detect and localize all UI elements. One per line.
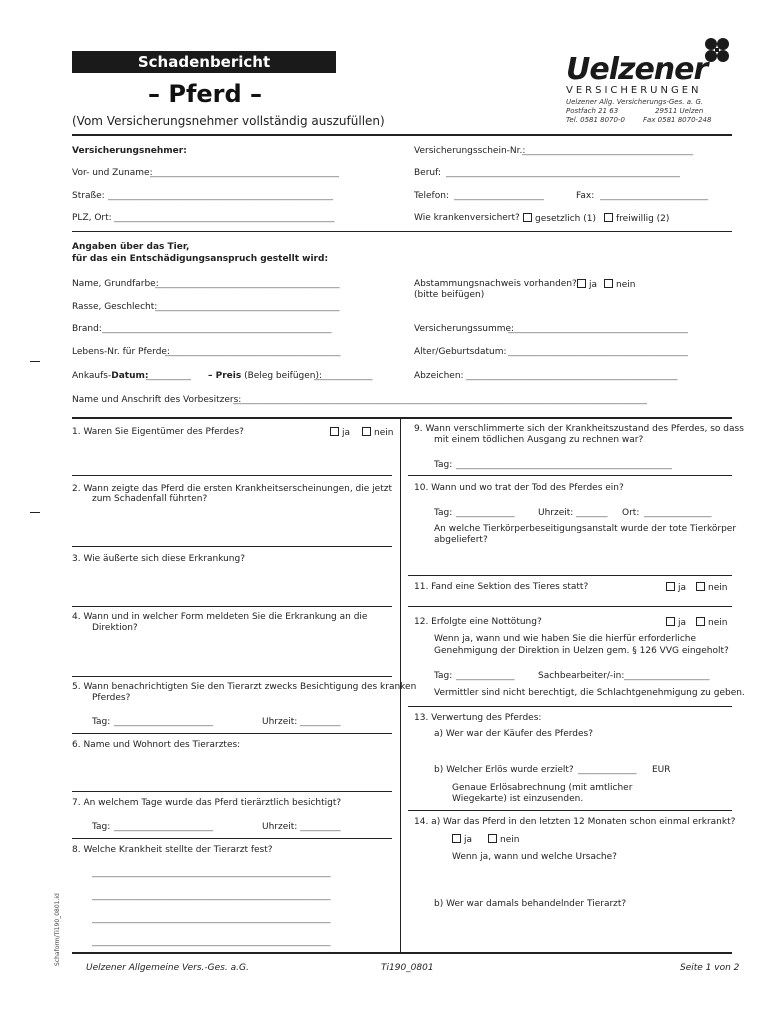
divider [72, 475, 392, 476]
footer-code: Ti190_0801 [381, 963, 434, 973]
q14-a: 14. a) War das Pferd in den letzten 12 Monaten schon einmal erkrankt? [414, 817, 736, 827]
q5-tag-field[interactable]: ______________________ [114, 717, 213, 727]
brand-label: Brand: [72, 324, 102, 334]
q5-line2: Pferdes? [92, 693, 131, 703]
footer-page: Seite 1 von 2 [680, 963, 740, 973]
footer-company: Uelzener Allgemeine Vers.-Ges. a.G. [86, 963, 249, 973]
telefon-field[interactable]: ____________________ [454, 191, 544, 201]
divider [72, 838, 392, 839]
q12-ja[interactable]: ja [666, 617, 686, 628]
divider [72, 417, 732, 419]
q12: 12. Erfolgte eine Nottötung? [414, 617, 542, 627]
q10-ort-field[interactable]: _______________ [644, 508, 712, 518]
checkbox[interactable] [604, 279, 613, 288]
q10: 10. Wann und wo trat der Tod des Pferdes ein? [414, 483, 624, 493]
q11-nein[interactable]: nein [696, 582, 727, 593]
checkbox[interactable] [666, 582, 675, 591]
q7-tag-label: Tag: [92, 822, 111, 832]
q8-line-4[interactable]: _____________________________________________________ [92, 937, 331, 947]
q1-ja[interactable]: ja [330, 427, 350, 438]
vn-heading: Versicherungsnehmer: [72, 146, 187, 156]
kv-gesetzlich[interactable]: gesetzlich (1) [523, 213, 596, 224]
q12-sachb-field[interactable]: ___________________ [624, 671, 710, 681]
q7-tag-field[interactable]: ______________________ [114, 822, 213, 832]
q5-uhrzeit-label: Uhrzeit: [262, 717, 298, 727]
q14-wenn: Wenn ja, wann und welche Ursache? [452, 852, 617, 862]
q12-sachb-label: Sachbearbeiter/-in: [538, 671, 625, 681]
rasse-label: Rasse, Geschlecht: [72, 302, 158, 312]
plz-label: PLZ, Ort: [72, 213, 112, 223]
summe-field[interactable]: ________________________________________ [508, 324, 688, 334]
beruf-label: Beruf: [414, 168, 441, 178]
divider [72, 733, 392, 734]
divider [72, 791, 392, 792]
checkbox[interactable] [696, 582, 705, 591]
company-fax: Fax 0581 8070-248 [643, 116, 712, 124]
alter-field[interactable]: ________________________________________ [508, 347, 688, 357]
checkbox[interactable] [452, 834, 461, 843]
company-city: 29511 Uelzen [655, 107, 704, 115]
alter-label: Alter/Geburtsdatum: [414, 347, 507, 357]
q12-line2: Wenn ja, wann und wie haben Sie die hierfür erforderliche [434, 634, 697, 644]
abst-ja[interactable]: ja [577, 279, 597, 290]
checkbox[interactable] [362, 427, 371, 436]
preis-label: – Preis (Beleg beifügen): [208, 371, 323, 381]
subtitle: (Vom Versicherungsnehmer vollständig auszufüllen) [72, 114, 385, 128]
strasse-label: Straße: [72, 191, 105, 201]
ankauf-datum-field[interactable]: __________ [146, 371, 191, 381]
telefon-label: Telefon: [414, 191, 449, 201]
q13-note-1: Genaue Erlösabrechnung (mit amtlicher [452, 783, 633, 793]
q12-line3: Genehmigung der Direktion in Uelzen gem. § 126 VVG eingeholt? [434, 646, 729, 656]
q13-a: a) Wer war der Käufer des Pferdes? [434, 729, 594, 739]
q14-nein[interactable]: nein [488, 834, 519, 845]
abzeichen-label: Abzeichen: [414, 371, 464, 381]
tiername-field[interactable]: _________________________________________ [155, 279, 340, 289]
abst-nein[interactable]: nein [604, 279, 635, 290]
q13-erloes-field[interactable]: _____________ [578, 765, 637, 775]
divider [72, 606, 392, 607]
lebens-field[interactable]: _______________________________________ [165, 347, 341, 357]
q5-tag-label: Tag: [92, 717, 111, 727]
kv-freiwillig[interactable]: freiwillig (2) [604, 213, 669, 224]
q10-line3: abgeliefert? [434, 535, 488, 545]
fax-field[interactable]: ________________________ [600, 191, 708, 201]
schein-label: Versicherungsschein-Nr.: [414, 146, 526, 156]
tier-heading-1: Angaben über das Tier, [72, 242, 190, 252]
q5-uhrzeit-field[interactable]: _________ [300, 717, 341, 727]
q13-note-2: Wiegekarte) ist einzusenden. [452, 794, 584, 804]
q10-tag-field[interactable]: _____________ [456, 508, 515, 518]
q10-tag-label: Tag: [434, 508, 453, 518]
divider [408, 606, 732, 607]
checkbox[interactable] [604, 213, 613, 222]
q12-nein[interactable]: nein [696, 617, 727, 628]
fold-mark [30, 512, 40, 513]
fold-mark [30, 361, 40, 362]
name-field[interactable]: __________________________________________ [150, 168, 339, 178]
schein-field[interactable]: ______________________________________ [522, 146, 693, 156]
q1: 1. Waren Sie Eigentümer des Pferdes? [72, 427, 244, 437]
divider [72, 134, 732, 136]
vorbesitzer-label: Name und Anschrift des Vorbesitzers: [72, 395, 242, 405]
vorbesitzer-field[interactable]: ____________________________________________________________________________________________ [233, 395, 647, 405]
checkbox[interactable] [666, 617, 675, 626]
q2-line2: zum Schadenfall führten? [92, 494, 208, 504]
company-name: Uelzener Allg. Versicherungs-Ges. a. G. [566, 98, 704, 106]
q3: 3. Wie äußerte sich diese Erkrankung? [72, 554, 245, 564]
kv-label: Wie krankenversichert? [414, 213, 520, 223]
summe-label: Versicherungssumme: [414, 324, 515, 334]
abzeichen-field[interactable]: _______________________________________________ [466, 371, 678, 381]
side-code: Schaform/Ti190_0801.id [54, 893, 61, 966]
company-logo: Uelzener [566, 52, 708, 87]
checkbox[interactable] [523, 213, 532, 222]
q9-tag-label: Tag: [434, 460, 453, 470]
brand-field[interactable]: ___________________________________________________ [102, 324, 332, 334]
page-title: – Pferd – [148, 80, 263, 108]
ankauf-label: Ankaufs-Datum: [72, 371, 149, 381]
q11-ja[interactable]: ja [666, 582, 686, 593]
q7: 7. An welchem Tage wurde das Pferd tierärztlich besichtigt? [72, 798, 342, 808]
q8: 8. Welche Krankheit stellte der Tierarzt fest? [72, 845, 273, 855]
company-postfach: Postfach 21 63 [566, 107, 619, 115]
q9-tag-field[interactable]: ________________________________________________ [456, 460, 672, 470]
q10-uhrzeit-label: Uhrzeit: [538, 508, 574, 518]
divider [408, 475, 732, 476]
q4-line2: Direktion? [92, 623, 138, 633]
checkbox[interactable] [488, 834, 497, 843]
divider [72, 676, 392, 677]
tiername-label: Name, Grundfarbe: [72, 279, 159, 289]
plz-field[interactable]: _________________________________________________ [114, 213, 335, 223]
q12-tag-label: Tag: [434, 671, 453, 681]
q12-vermittler: Vermittler sind nicht berechtigt, die Schlachtgenehmigung zu geben. [434, 688, 745, 698]
q8-line-2[interactable]: _____________________________________________________ [92, 891, 331, 901]
checkbox[interactable] [577, 279, 586, 288]
divider [408, 706, 732, 707]
lebens-label: Lebens-Nr. für Pferde: [72, 347, 171, 357]
q6: 6. Name und Wohnort des Tierarztes: [72, 740, 241, 750]
banner: Schadenbericht [72, 51, 336, 73]
tier-heading-2: für das ein Entschädigungsanspruch gestellt wird: [72, 254, 329, 264]
q9-line2: mit einem tödlichen Ausgang zu rechnen war? [434, 435, 644, 445]
q2-line1: 2. Wann zeigte das Pferd die ersten Krankheitserscheinungen, die jetzt [72, 484, 392, 494]
q13-eur: EUR [652, 765, 671, 775]
divider [72, 231, 732, 232]
q8-line-1[interactable]: _____________________________________________________ [92, 868, 331, 878]
q10-uhrzeit-field[interactable]: _______ [576, 508, 608, 518]
checkbox[interactable] [330, 427, 339, 436]
q13-b: b) Welcher Erlös wurde erzielt? [434, 765, 574, 775]
divider [72, 546, 392, 547]
q5-line1: 5. Wann benachrichtigten Sie den Tierarzt zwecks Besichtigung des kranken [72, 682, 417, 692]
q4-line1: 4. Wann und in welcher Form meldeten Sie die Erkrankung an die [72, 612, 368, 622]
rasse-field[interactable]: _________________________________________ [155, 302, 340, 312]
q8-line-3[interactable]: _____________________________________________________ [92, 914, 331, 924]
name-label: Vor- und Zuname: [72, 168, 153, 178]
company-tel: Tel. 0581 8070-0 [566, 116, 625, 124]
q12-tag-field[interactable]: _____________ [456, 671, 515, 681]
company-subline: VERSICHERUNGEN [566, 85, 702, 96]
q9-line1: 9. Wann verschlimmerte sich der Krankheitszustand des Pferdes, so dass [414, 424, 744, 434]
q7-uhrzeit-label: Uhrzeit: [262, 822, 298, 832]
abst-label: Abstammungsnachweis vorhanden? [414, 279, 577, 289]
fax-label: Fax: [576, 191, 595, 201]
q10-ort-label: Ort: [622, 508, 640, 518]
strasse-field[interactable]: __________________________________________________ [108, 191, 333, 201]
q13: 13. Verwertung des Pferdes: [414, 713, 542, 723]
divider [408, 810, 732, 811]
divider [408, 575, 732, 576]
checkbox[interactable] [696, 617, 705, 626]
beruf-field[interactable]: ____________________________________________________ [446, 168, 680, 178]
q14-b: b) Wer war damals behandelnder Tierarzt? [434, 899, 627, 909]
q10-line2: An welche Tierkörperbeseitigungsanstalt wurde der tote Tierkörper [434, 524, 737, 534]
preis-field[interactable]: _____________ [314, 371, 373, 381]
abst-note: (bitte beifügen) [414, 290, 485, 300]
q7-uhrzeit-field[interactable]: _________ [300, 822, 341, 832]
q1-nein[interactable]: nein [362, 427, 393, 438]
q11: 11. Fand eine Sektion des Tieres statt? [414, 582, 589, 592]
divider [72, 952, 732, 954]
q14-ja[interactable]: ja [452, 834, 472, 845]
